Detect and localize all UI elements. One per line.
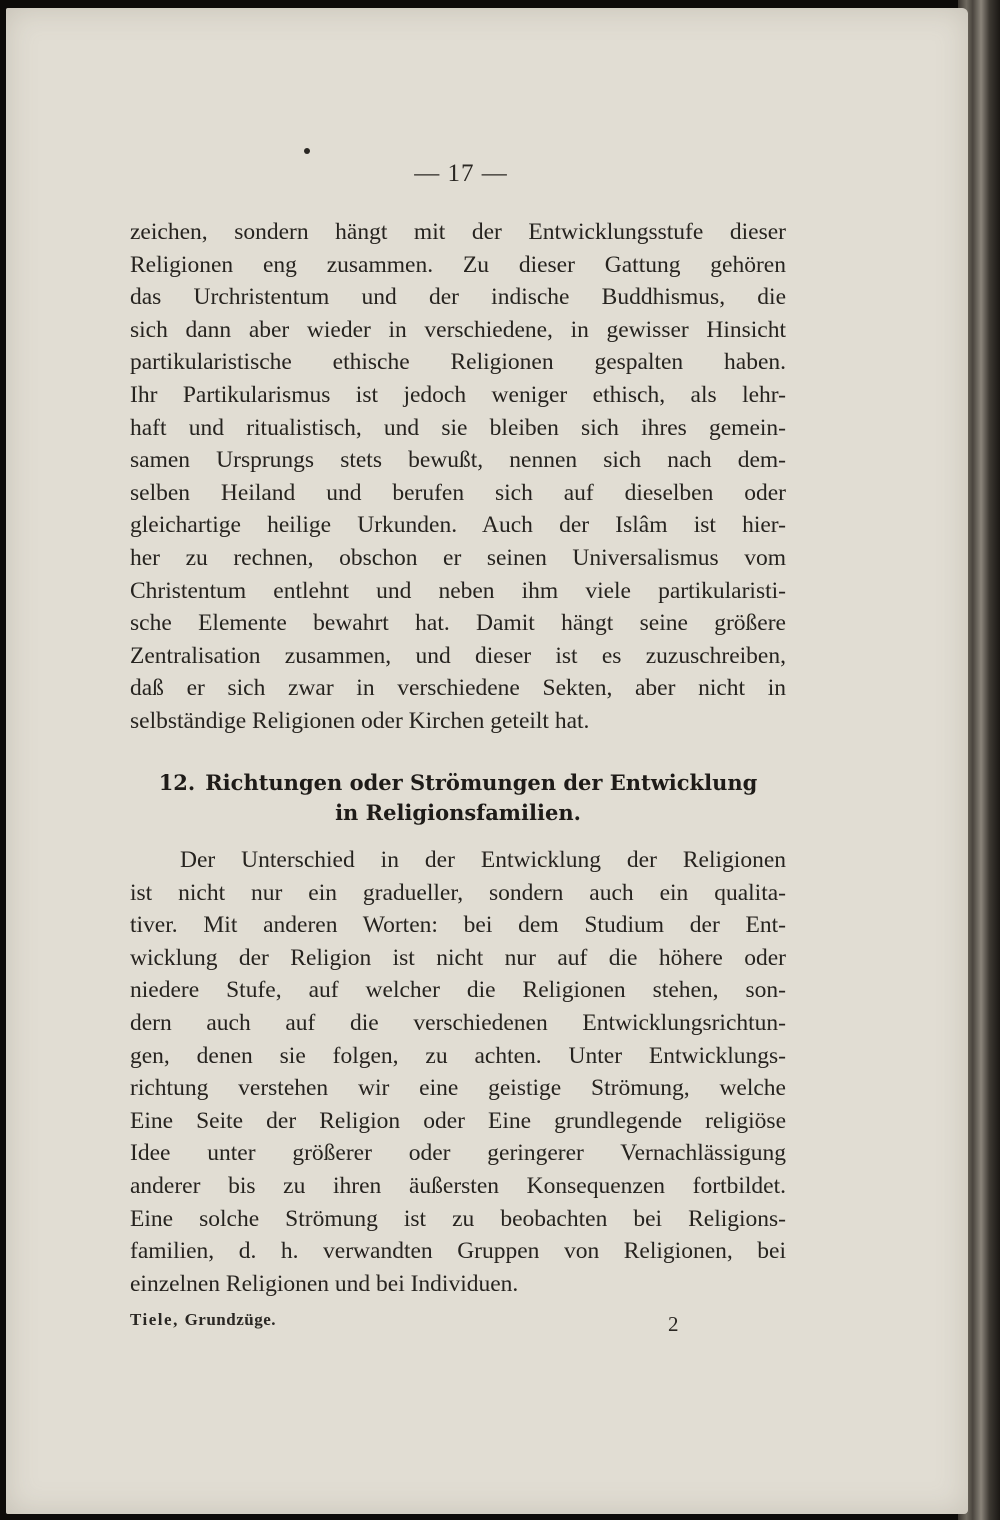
footer-book-title — [130, 1310, 276, 1330]
text-line: ist nicht nur ein gradueller, sondern auch ein qualita- — [130, 879, 786, 906]
text-line: Zentralisation zusammen, und dieser ist es zuzuschreiben, — [130, 642, 786, 669]
text-line: gen, denen sie folgen, zu achten. Unter Entwicklungs- — [130, 1042, 786, 1069]
text-line: anderer bis zu ihren äußersten Konsequenzen fortbildet. — [130, 1172, 786, 1199]
section-heading — [130, 768, 786, 828]
text-line: Eine solche Strömung ist zu beobachten bei Religions- — [130, 1205, 786, 1232]
text-line: daß er sich zwar in verschiedene Sekten, aber nicht in — [130, 675, 786, 702]
footer-author: Tiele, — [130, 1310, 179, 1329]
text-line: Der Unterschied in der Entwicklung der Religionen — [180, 847, 786, 873]
text-line: samen Ursprungs stets bewußt, nennen sich nach dem- — [130, 447, 786, 474]
section-number: 12. — [158, 770, 196, 795]
text-line: selben Heiland und berufen sich auf dieselben oder — [130, 479, 786, 506]
text-line: niedere Stufe, auf welcher die Religionen stehen, son- — [130, 977, 786, 1004]
paragraph-section-12 — [130, 844, 786, 1300]
ink-speck — [304, 148, 310, 154]
text-line: Ihr Partikularismus ist jedoch weniger ethisch, als lehr- — [130, 381, 786, 408]
page-number: — 17 — — [414, 160, 508, 187]
section-title-line-2: in Religionsfamilien. — [335, 800, 581, 825]
text-line: Religionen eng zusammen. Zu dieser Gattung gehören — [130, 251, 786, 278]
text-line: richtung verstehen wir eine geistige Strömung, welche — [130, 1075, 786, 1102]
text-line: zeichen, sondern hängt mit der Entwicklungsstufe dieser — [130, 219, 786, 245]
text-line: sich dann aber wieder in verschiedene, in gewisser Hinsicht — [130, 316, 786, 343]
text-line: partikularistische ethische Religionen gespalten haben. — [130, 349, 786, 376]
text-line: Eine Seite der Religion oder Eine grundlegende religiöse — [130, 1107, 786, 1134]
text-line: wicklung der Religion ist nicht nur auf die höhere oder — [130, 944, 786, 971]
footer-title: Grundzüge. — [184, 1310, 277, 1329]
text-line: tiver. Mit anderen Worten: bei dem Studium der Ent- — [130, 912, 786, 939]
section-title-line-1: Richtungen oder Strömungen der Entwicklung — [205, 770, 758, 795]
text-line: Idee unter größerer oder geringerer Vernachlässigung — [130, 1140, 786, 1167]
printer-signature-mark: 2 — [668, 1312, 679, 1336]
book-page — [6, 8, 968, 1514]
text-line: Christentum entlehnt und neben ihm viele partikularisti- — [130, 577, 786, 604]
text-line: selbständige Religionen oder Kirchen geteilt hat. — [130, 707, 590, 734]
text-line: das Urchristentum und der indische Buddhismus, die — [130, 284, 786, 311]
text-line: gleichartige heilige Urkunden. Auch der Islâm ist hier- — [130, 512, 786, 539]
text-line: sche Elemente bewahrt hat. Damit hängt seine größere — [130, 610, 786, 637]
text-line: familien, d. h. verwandten Gruppen von Religionen, bei — [130, 1238, 786, 1265]
text-line: dern auch auf die verschiedenen Entwicklungsrichtun- — [130, 1009, 786, 1036]
text-line: her zu rechnen, obschon er seinen Universalismus vom — [130, 544, 786, 571]
text-line: einzelnen Religionen und bei Individuen. — [130, 1270, 519, 1297]
text-line: haft und ritualistisch, und sie bleiben sich ihres gemein- — [130, 414, 786, 441]
paragraph-continued — [130, 216, 786, 738]
